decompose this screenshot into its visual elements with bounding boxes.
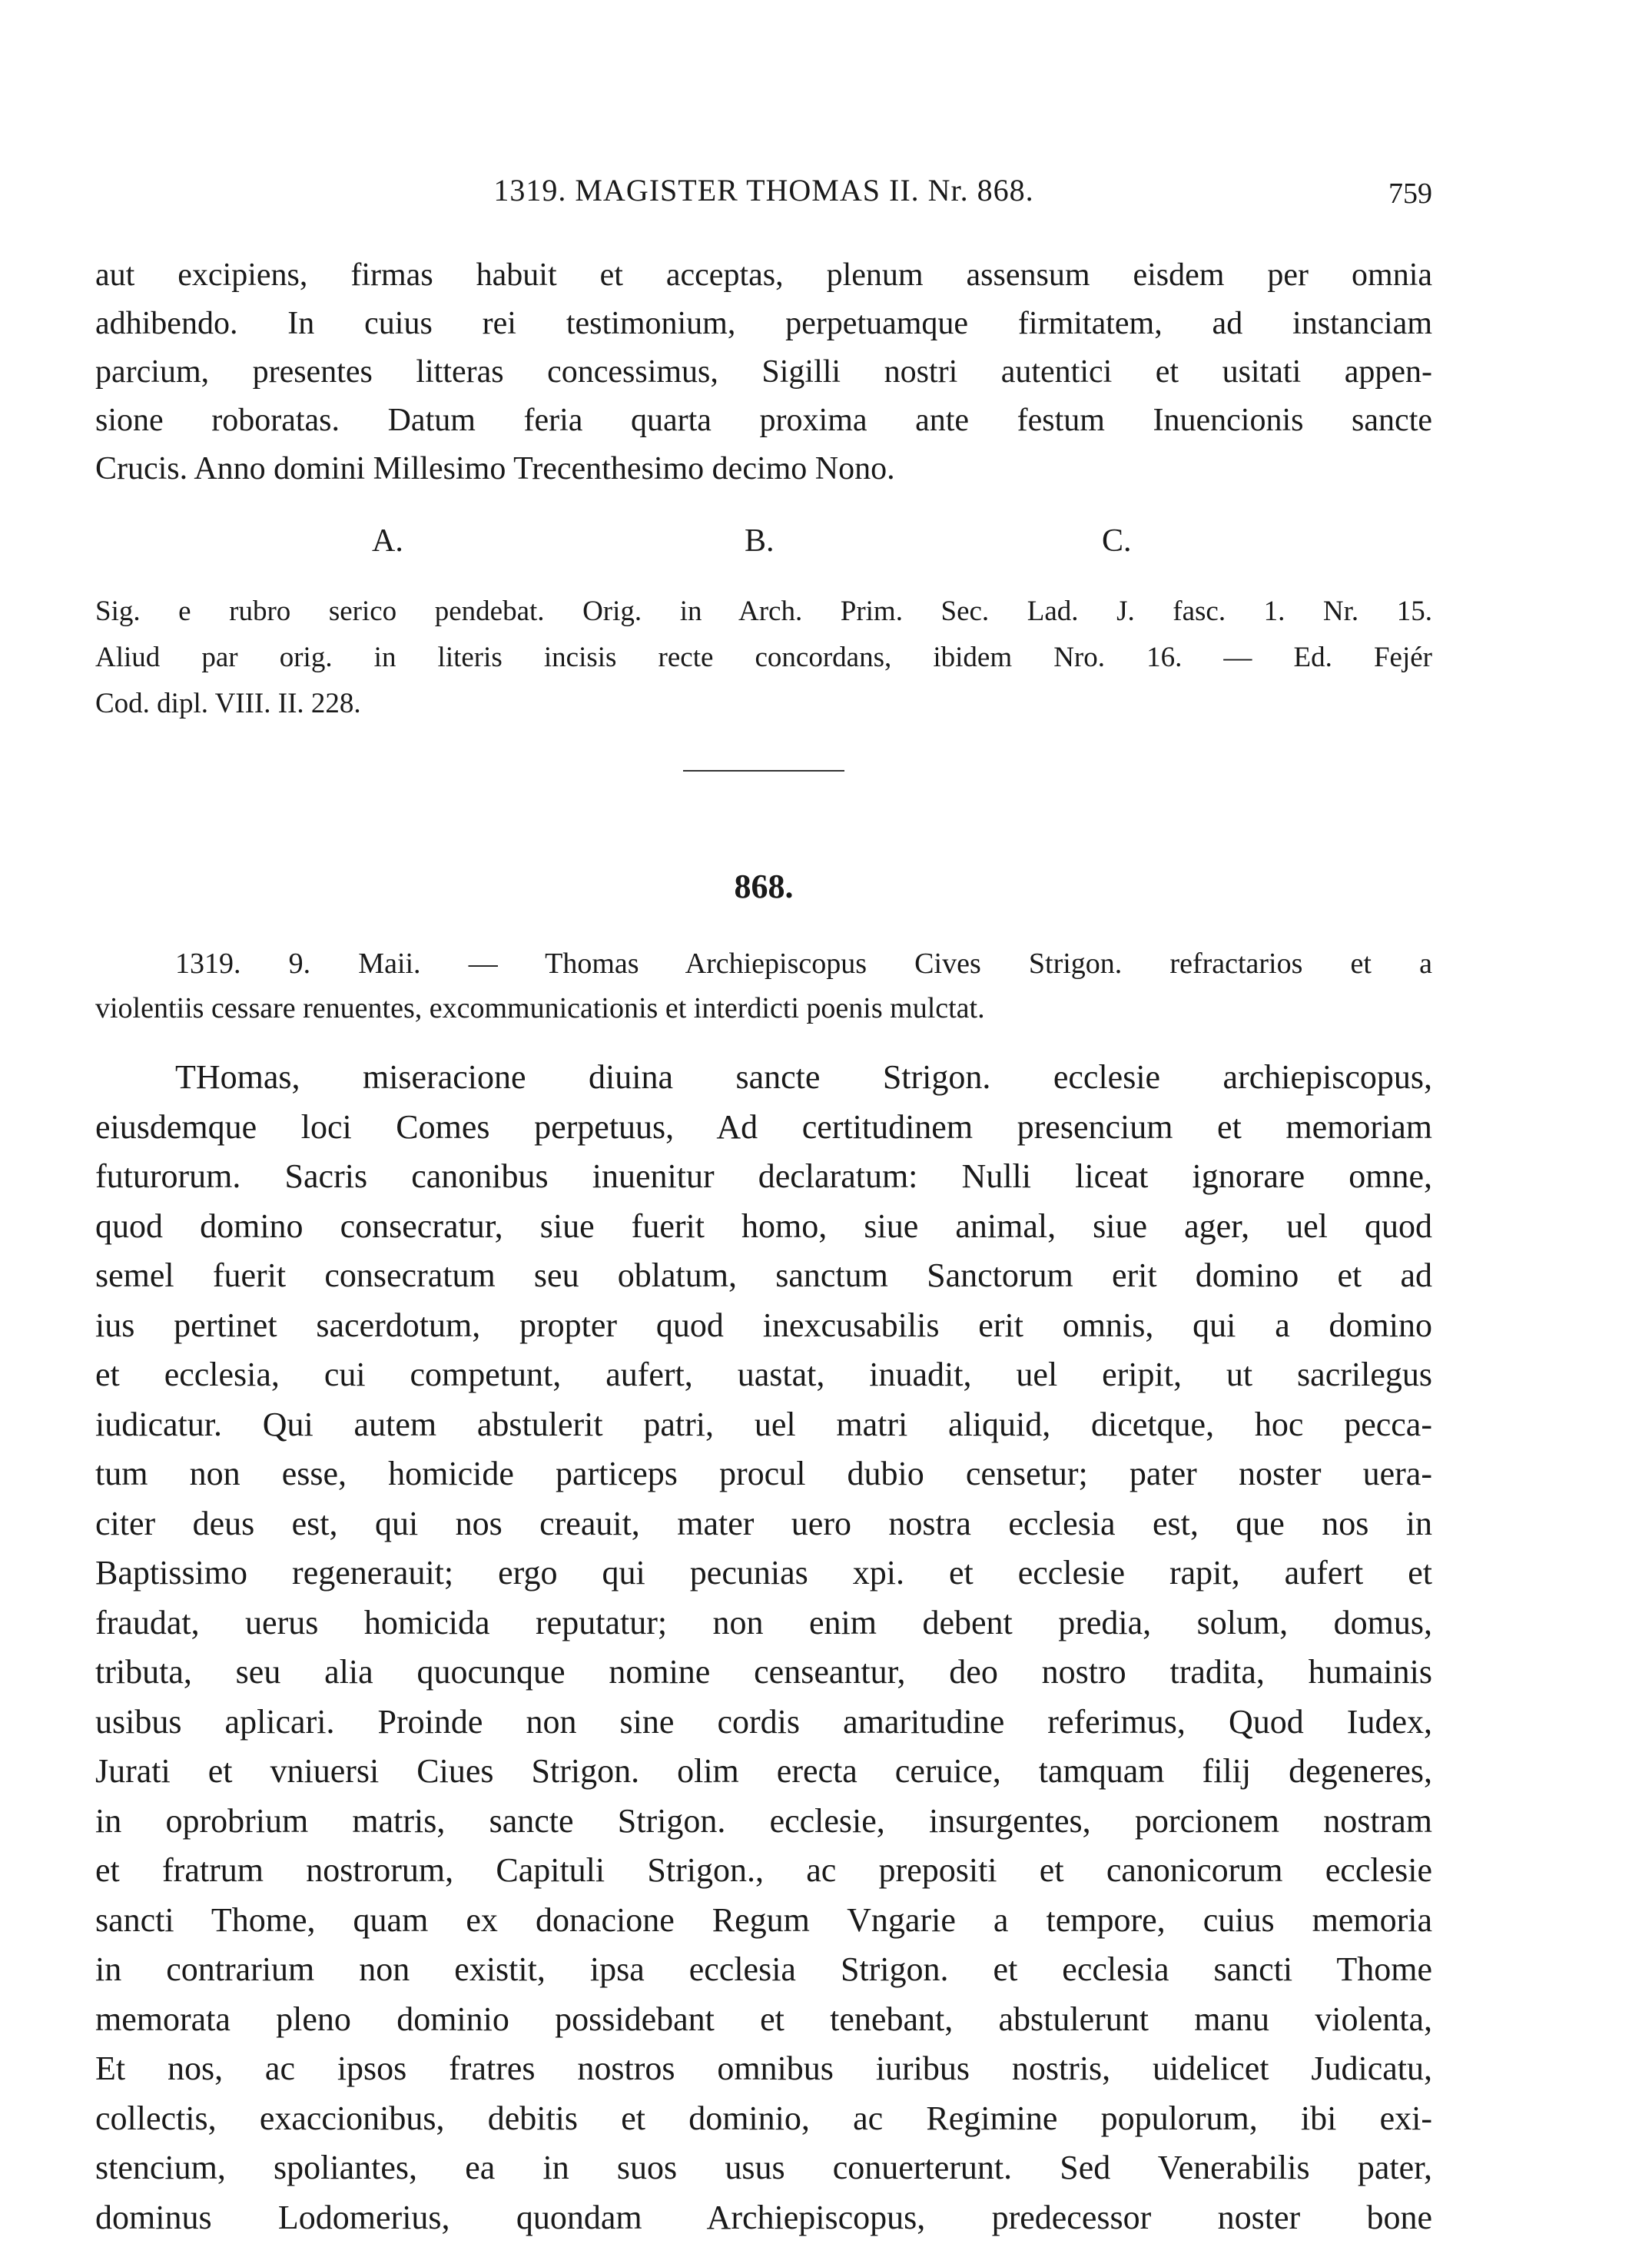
body-line: in oprobrium matris, sancte Strigon. ecclesie, insurgentes, porcionem nostram xyxy=(95,1801,1432,1840)
body-line: sancti Thome, quam ex donacione Regum Vngarie a tempore, cuius memoria xyxy=(95,1900,1432,1939)
body-line: in contrarium non existit, ipsa ecclesia Strigon. et ecclesia sancti Thome xyxy=(95,1950,1432,1988)
text-line: adhibendo. In cuius rei testimonium, perpetuamque firmitatem, ad instanciam xyxy=(95,306,1432,341)
body-line: Jurati et vniuersi Ciues Strigon. olim erecta ceruice, tamquam filij degeneres, xyxy=(95,1752,1432,1790)
text-line: sione roboratas. Datum feria quarta proxima ante festum Inuencionis sancte xyxy=(95,403,1432,438)
previous-document-text xyxy=(95,251,1432,493)
seal-letters xyxy=(95,523,1432,569)
body-line: stencium, spoliantes, ea in suos usus conuerterunt. Sed Venerabilis pater, xyxy=(95,2149,1432,2186)
archival-notes xyxy=(95,589,1432,727)
body-line: usibus aplicari. Proinde non sine cordis amaritudine referimus, Quod Iudex, xyxy=(95,1702,1432,1741)
body-line: Baptissimo regenerauit; ergo qui pecunias xpi. et ecclesie rapit, aufert et xyxy=(95,1554,1432,1592)
note-line: Sig. e rubro serico pendebat. Orig. in Arch. Prim. Sec. Lad. J. fasc. 1. Nr. 15. xyxy=(95,596,1432,627)
body-line: collectis, exaccionibus, debitis et dominio, ac Regimine populorum, ibi exi- xyxy=(95,2099,1432,2137)
seal-letter-b: B. xyxy=(745,523,775,559)
note-line: Cod. dipl. VIII. II. 228. xyxy=(95,688,361,719)
text-line: parcium, presentes litteras concessimus, Sigilli nostri autentici et usitati appen- xyxy=(95,354,1432,390)
body-line: tributa, seu alia quocunque nomine censeantur, deo nostro tradita, humainis xyxy=(95,1653,1432,1691)
note-line: Aliud par orig. in literis incisis recte concordans, ibidem Nro. 16. — Ed. Fejér xyxy=(95,642,1432,673)
body-line: iudicatur. Qui autem abstulerit patri, uel matri aliquid, dicetque, hoc pecca- xyxy=(95,1405,1432,1443)
body-line: tum non esse, homicide particeps procul dubio censetur; pater noster uera- xyxy=(95,1455,1432,1492)
seal-letter-c: C. xyxy=(1102,523,1132,559)
body-line: eiusdemque loci Comes perpetuus, Ad certitudinem presencium et memoriam xyxy=(95,1107,1432,1146)
summary-line: violentiis cessare renuentes, excommunicationis et interdicti poenis mulctat. xyxy=(95,992,985,1024)
body-line: citer deus est, qui nos creauit, mater uero nostra ecclesia est, que nos in xyxy=(95,1504,1432,1542)
body-line: THomas, miseracione diuina sancte Strigon. ecclesie archiepiscopus, xyxy=(175,1058,1432,1096)
text-line: aut excipiens, firmas habuit et acceptas, plenum assensum eisdem per omnia xyxy=(95,257,1432,293)
document-number: 868. xyxy=(734,868,794,905)
seal-letter-a: A. xyxy=(372,523,403,559)
text-line: Crucis. Anno domini Millesimo Trecenthesimo decimo Nono. xyxy=(95,451,895,486)
running-head xyxy=(95,169,1432,212)
book-page xyxy=(95,0,1432,2267)
body-line: dominus Lodomerius, quondam Archiepiscopus, predecessor noster bone xyxy=(95,2198,1432,2236)
body-line: futurorum. Sacris canonibus inuenitur declaratum: Nulli liceat ignorare omne, xyxy=(95,1157,1432,1195)
document-body xyxy=(95,1053,1432,2242)
body-line: Et nos, ac ipsos fratres nostros omnibus iuribus nostris, uidelicet Judicatu, xyxy=(95,2050,1432,2087)
summary-line: 1319. 9. Maii. — Thomas Archiepiscopus Cives Strigon. refractarios et a xyxy=(175,948,1432,980)
body-line: memorata pleno dominio possidebant et tenebant, abstulerunt manu violenta, xyxy=(95,2000,1432,2038)
body-line: ius pertinet sacerdotum, propter quod inexcusabilis erit omnis, qui a domino xyxy=(95,1306,1432,1344)
body-line: semel fuerit consecratum seu oblatum, sanctum Sanctorum erit domino et ad xyxy=(95,1256,1432,1294)
body-line: fraudat, uerus homicida reputatur; non enim debent predia, solum, domus, xyxy=(95,1603,1432,1641)
body-line: quod domino consecratur, siue fuerit homo, siue animal, siue ager, uel quod xyxy=(95,1207,1432,1245)
section-divider xyxy=(683,770,844,772)
running-title: 1319. MAGISTER THOMAS II. Nr. 868. xyxy=(493,173,1034,207)
body-line: et ecclesia, cui competunt, aufert, uastat, inuadit, uel eripit, ut sacrilegus xyxy=(95,1356,1432,1393)
body-line: et fratrum nostrorum, Capituli Strigon., ac prepositi et canonicorum ecclesie xyxy=(95,1851,1432,1889)
page-number: 759 xyxy=(1388,178,1432,210)
document-summary xyxy=(95,941,1432,1031)
